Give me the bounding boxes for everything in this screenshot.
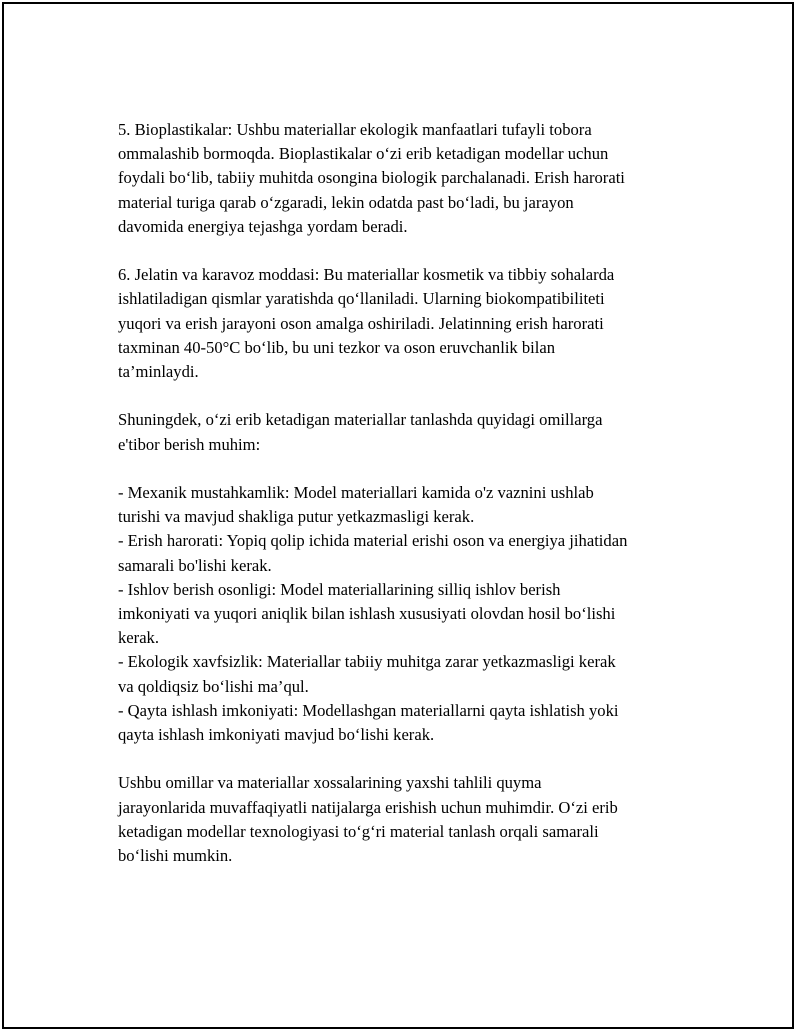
list-item-ecological-safety: - Ekologik xavfsizlik: Materiallar tabiiy muhitga zarar yetkazmasligi kerak va qoldiqsiz bo‘lishi ma’qul. bbox=[118, 652, 616, 696]
paragraph-bioplastics: 5. Bioplastikalar: Ushbu materiallar ekologik manfaatlari tufayli tobora ommalashib bormoqda. Bioplastikalar o‘zi erib ketadigan modellar uchun foydali bo‘lib, tabiiy muhitda osongina biologik parchalanadi. Erish harorati material turiga qarab o‘zgaradi, lekin odatda past bo‘ladi, bu jarayon davomida energiya tejashga yordam beradi. bbox=[118, 120, 625, 236]
document-body bbox=[118, 118, 698, 892]
paragraph-gelatin: 6. Jelatin va karavoz moddasi: Bu materiallar kosmetik va tibbiy sohalarda ishlatiladigan qismlar yaratishda qo‘llaniladi. Ularning biokompatibiliteti yuqori va erish jarayoni oson amalga oshiriladi. Jelatinning erish harorati taxminan 40-50°C bo‘lib, bu uni tezkor va oson eruvchanlik bilan ta’minlaydi. bbox=[118, 265, 615, 382]
list-item-melting-temperature: - Erish harorati: Yopiq qolip ichida material erishi oson va energiya jihatidan samarali bo'lishi kerak. bbox=[118, 531, 628, 575]
list-item-recyclability: - Qayta ishlash imkoniyati: Modellashgan materiallarni qayta ishlatish yoki qayta ishlash imkoniyati mavjud bo‘lishi kerak. bbox=[118, 700, 619, 745]
list-item-mechanical-strength: - Mexanik mustahkamlik: Model materiallari kamida o'z vaznini ushlab turishi va mavjud shakliga putur yetkazmasligi kerak. bbox=[118, 483, 594, 527]
paragraph-conclusion: Ushbu omillar va materiallar xossalarining yaxshi tahlili quyma jarayonlarida muvaffaqiyatli natijalarga erishish uchun muhimdir. O‘zi erib ketadigan modellar texnologiyasi to‘g‘ri material tanlash orqali samarali bo‘lishi mumkin. bbox=[118, 773, 618, 866]
paragraph-factors-intro: Shuningdek, o‘zi erib ketadigan materiallar tanlashda quyidagi omillarga e'tibor berish muhim: bbox=[118, 410, 603, 454]
list-item-machinability: - Ishlov berish osonligi: Model materiallarining silliq ishlov berish imkoniyati va yuqori aniqlik bilan ishlash xususiyati olovdan hosil bo‘lishi kerak. bbox=[118, 579, 616, 648]
factors-list bbox=[118, 481, 698, 747]
